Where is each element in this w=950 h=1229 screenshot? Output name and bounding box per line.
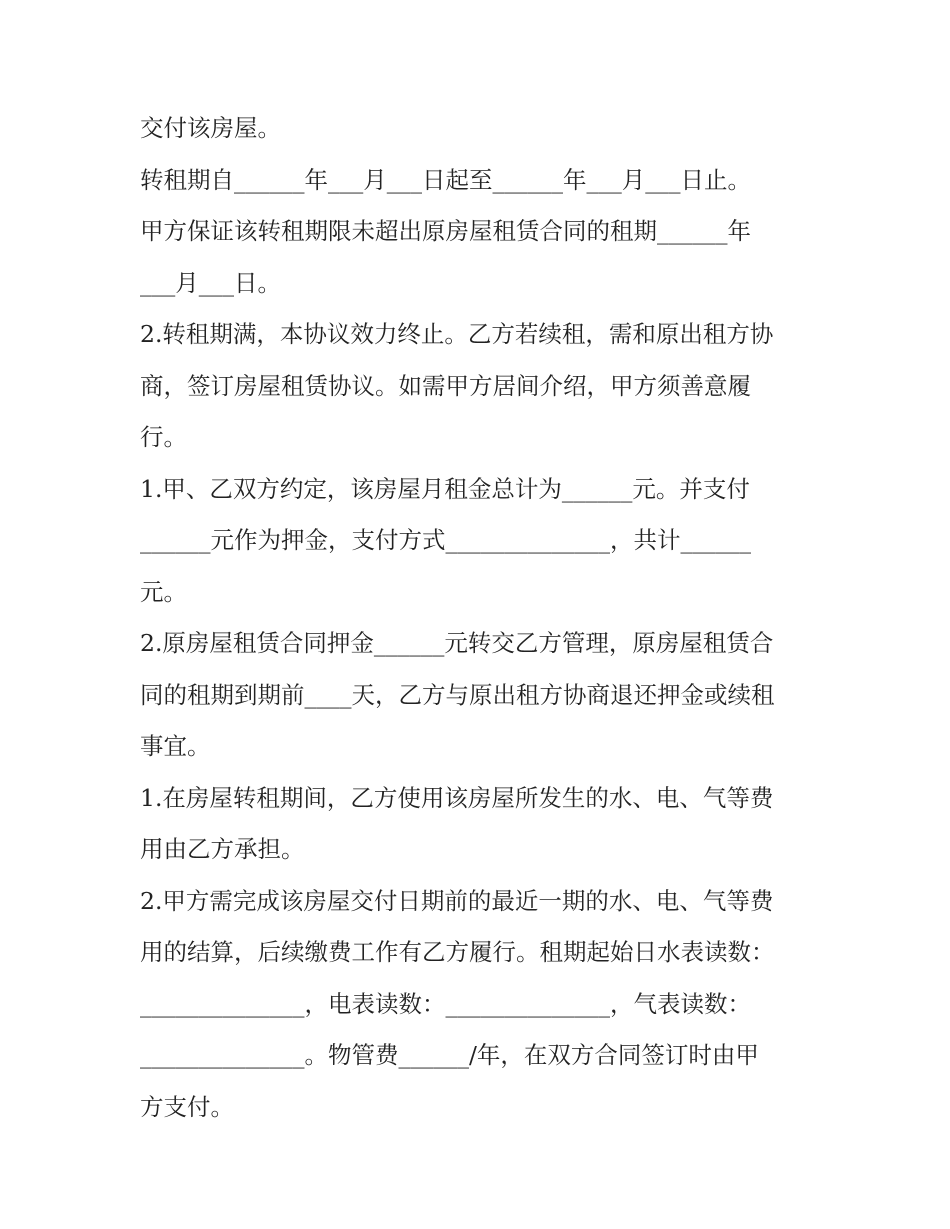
text-line: 转租期自______年___月___日起至______年___月___日止。	[140, 165, 751, 194]
text-line: 商，签订房屋租赁协议。如需甲方居间介绍，甲方须善意履	[140, 371, 751, 400]
text-line: ______________，电表读数：______________，气表读数：	[140, 989, 751, 1018]
text-line: 交付该房屋。	[140, 114, 281, 142]
text-line: 甲方保证该转租期限未超出原房屋租赁合同的租期______年	[140, 217, 751, 245]
text-line: 用的结算，后续缴费工作有乙方履行。租期起始日水表读数：	[140, 938, 775, 966]
document-body	[140, 103, 820, 1133]
text-line: 方支付。	[140, 1092, 234, 1121]
text-line: 行。	[140, 423, 187, 451]
text-line: 用由乙方承担。	[140, 835, 305, 863]
text-line: ______________。物管费______/年，在双方合同签订时由甲	[140, 1041, 759, 1069]
text-line: ___月___日。	[140, 268, 281, 297]
text-line: ______元作为押金，支付方式______________，共计______	[140, 526, 751, 554]
text-line: 同的租期到期前____天，乙方与原出租方协商退还押金或续租	[140, 680, 775, 709]
text-line: 2.转租期满，本协议效力终止。乙方若续租，需和原出租方协	[140, 320, 774, 348]
text-line: 元。	[140, 577, 187, 606]
text-line: 1.甲、乙双方约定，该房屋月租金总计为______元。并支付	[140, 474, 750, 503]
text-line: 事宜。	[140, 732, 211, 760]
text-line: 1.在房屋转租期间，乙方使用该房屋所发生的水、电、气等费	[140, 783, 774, 812]
text-line: 2.原房屋租赁合同押金______元转交乙方管理，原房屋租赁合	[140, 629, 774, 657]
text-line: 2.甲方需完成该房屋交付日期前的最近一期的水、电、气等费	[140, 886, 774, 915]
